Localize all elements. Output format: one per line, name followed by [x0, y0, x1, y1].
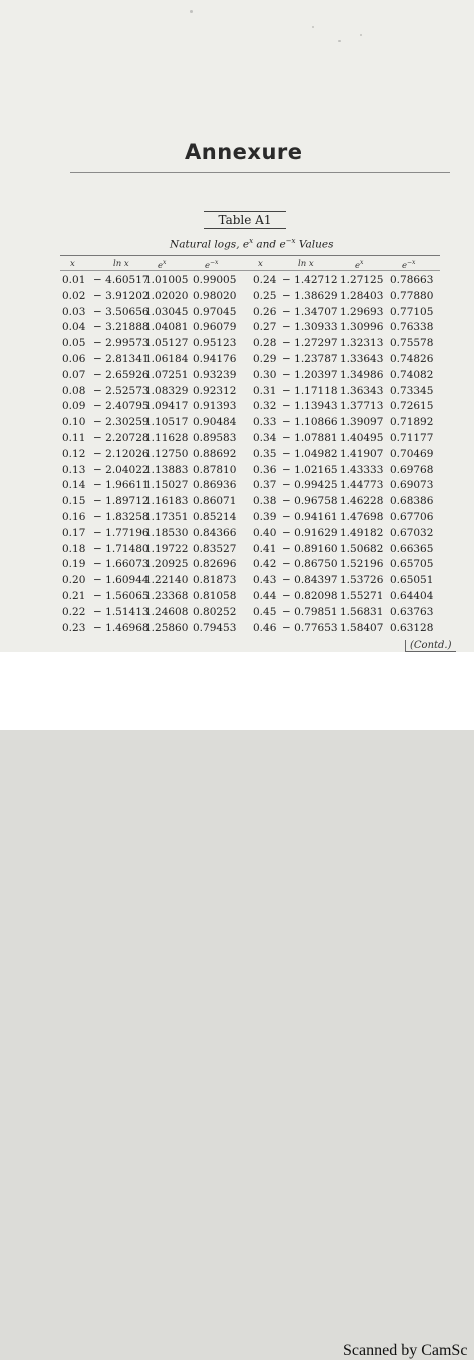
cell-right-e-minus-x: 0.74082: [390, 368, 434, 381]
cell-left-x: 0.16: [62, 511, 86, 523]
cell-right-x: 0.42: [253, 558, 277, 571]
cell-right-e-x: 1.50682: [340, 542, 384, 555]
cell-right-e-minus-x: 0.67032: [390, 526, 434, 539]
cell-left-ln-x: − 2.20728: [93, 432, 149, 444]
cell-left-e-x: 1.13883: [145, 463, 189, 476]
cell-right-x: 0.31: [253, 384, 277, 397]
cell-left-e-x: 1.01005: [145, 274, 189, 286]
cell-left-e-minus-x: 0.80252: [193, 605, 237, 618]
cell-left-e-x: 1.17351: [145, 511, 189, 523]
cell-left-e-minus-x: 0.94176: [193, 353, 237, 365]
cell-right-e-x: 1.47698: [340, 511, 384, 523]
cell-left-ln-x: − 2.65926: [93, 368, 149, 381]
cell-right-ln-x: − 1.10866: [282, 416, 338, 429]
cell-left-ln-x: − 1.56065: [93, 590, 149, 602]
scan-speck: [360, 34, 362, 36]
cell-right-e-minus-x: 0.72615: [390, 400, 434, 413]
cell-left-e-minus-x: 0.82696: [193, 558, 237, 571]
cell-left-e-x: 1.23368: [145, 590, 189, 602]
cell-right-x: 0.32: [253, 400, 277, 413]
cell-left-e-x: 1.24608: [145, 605, 189, 618]
cell-right-e-minus-x: 0.70469: [390, 447, 434, 460]
cell-right-e-minus-x: 0.63128: [390, 621, 434, 634]
cell-right-ln-x: − 0.79851: [282, 605, 338, 618]
cell-left-e-minus-x: 0.87810: [193, 463, 237, 476]
page-heading: Annexure: [185, 140, 303, 164]
cell-left-e-minus-x: 0.85214: [193, 511, 237, 523]
cell-left-x: 0.12: [62, 447, 86, 460]
caption-e2: e: [279, 238, 286, 251]
col-head-lnx-right: ln x: [298, 259, 314, 269]
cell-right-ln-x: − 1.13943: [282, 400, 338, 413]
cell-right-x: 0.35: [253, 447, 277, 460]
cell-left-ln-x: − 2.99573: [93, 337, 149, 350]
cell-left-x: 0.01: [62, 274, 86, 286]
cell-right-x: 0.41: [253, 542, 277, 555]
cell-right-x: 0.38: [253, 495, 277, 508]
cell-right-ln-x: − 1.30933: [282, 321, 338, 334]
cell-left-e-x: 1.11628: [145, 432, 189, 444]
cell-left-e-minus-x: 0.97045: [193, 305, 237, 318]
table-caption: [170, 237, 333, 251]
cell-left-e-minus-x: 0.79453: [193, 621, 237, 634]
cell-left-x: 0.06: [62, 353, 86, 365]
cell-right-e-x: 1.28403: [340, 289, 384, 302]
col-head-emx-left-base: e: [205, 260, 211, 271]
caption-mid: and: [253, 238, 280, 251]
cell-right-e-x: 1.33643: [340, 353, 384, 365]
cell-left-ln-x: − 2.81341: [93, 353, 149, 365]
cell-left-e-x: 1.06184: [145, 353, 189, 365]
cell-right-x: 0.33: [253, 416, 277, 429]
cell-right-e-minus-x: 0.68386: [390, 495, 434, 508]
cell-right-ln-x: − 0.94161: [282, 511, 338, 523]
cell-right-e-x: 1.27125: [340, 274, 384, 286]
cell-left-e-minus-x: 0.81058: [193, 590, 237, 602]
cell-left-x: 0.14: [62, 479, 86, 492]
cell-right-ln-x: − 1.27297: [282, 337, 338, 350]
col-head-emx-left-sup: −x: [210, 259, 219, 266]
cell-right-e-x: 1.39097: [340, 416, 384, 429]
cell-right-e-minus-x: 0.65051: [390, 574, 434, 587]
cell-left-ln-x: − 3.21888: [93, 321, 149, 334]
cell-left-ln-x: − 1.46968: [93, 621, 149, 634]
cell-right-ln-x: − 1.07881: [282, 432, 338, 444]
cell-right-e-x: 1.53726: [340, 574, 384, 587]
cell-left-ln-x: − 2.12026: [93, 447, 149, 460]
cell-right-e-x: 1.58407: [340, 621, 384, 634]
cell-right-x: 0.40: [253, 526, 277, 539]
cell-right-x: 0.30: [253, 368, 277, 381]
col-head-ex-right-base: e: [355, 260, 361, 271]
cell-right-ln-x: − 0.84397: [282, 574, 338, 587]
cell-left-e-x: 1.20925: [145, 558, 189, 571]
cell-right-e-minus-x: 0.69768: [390, 463, 434, 476]
cell-right-e-minus-x: 0.74826: [390, 353, 434, 365]
cell-right-x: 0.39: [253, 511, 277, 523]
cell-left-e-minus-x: 0.92312: [193, 384, 237, 397]
cell-right-ln-x: − 1.17118: [282, 384, 338, 397]
cell-right-ln-x: − 1.42712: [282, 274, 338, 286]
cell-right-e-x: 1.36343: [340, 384, 384, 397]
cell-left-x: 0.07: [62, 368, 86, 381]
cell-left-e-x: 1.22140: [145, 574, 189, 587]
cell-right-x: 0.44: [253, 590, 277, 602]
cell-right-e-x: 1.46228: [340, 495, 384, 508]
cell-left-e-x: 1.18530: [145, 526, 189, 539]
scanner-watermark: Scanned by CamSc: [343, 1342, 468, 1359]
cell-left-x: 0.04: [62, 321, 86, 334]
cell-right-ln-x: − 0.89160: [282, 542, 338, 555]
col-head-x-left: x: [70, 259, 75, 269]
cell-left-e-x: 1.25860: [145, 621, 189, 634]
table-label: Table A1: [204, 211, 286, 229]
cell-left-x: 0.15: [62, 495, 86, 508]
cell-left-ln-x: − 1.89712: [93, 495, 149, 508]
cell-left-e-x: 1.16183: [145, 495, 189, 508]
cell-left-ln-x: − 3.50656: [93, 305, 149, 318]
cell-left-ln-x: − 1.71480: [93, 542, 149, 555]
cell-right-e-x: 1.52196: [340, 558, 384, 571]
col-head-lnx-left: ln x: [113, 259, 129, 269]
col-head-ex-left: [158, 259, 166, 271]
col-head-ex-right-sup: x: [360, 259, 364, 266]
cell-left-ln-x: − 1.77196: [93, 526, 149, 539]
cell-right-x: 0.37: [253, 479, 277, 492]
cell-right-e-minus-x: 0.71892: [390, 416, 434, 429]
cell-left-ln-x: − 2.40795: [93, 400, 149, 413]
cell-right-e-minus-x: 0.77105: [390, 305, 434, 318]
header-rule-top: [60, 255, 440, 256]
cell-right-x: 0.34: [253, 432, 277, 444]
cell-right-e-minus-x: 0.73345: [390, 384, 434, 397]
scan-speck: [338, 40, 341, 42]
cell-right-e-x: 1.43333: [340, 463, 384, 476]
cell-right-ln-x: − 0.99425: [282, 479, 338, 492]
cell-left-e-minus-x: 0.81873: [193, 574, 237, 587]
cell-left-e-minus-x: 0.84366: [193, 526, 237, 539]
col-head-emx-left: [205, 259, 218, 271]
continued-note: (Contd.): [405, 640, 456, 652]
cell-right-e-minus-x: 0.76338: [390, 321, 434, 334]
cell-left-e-x: 1.03045: [145, 305, 189, 318]
cell-left-x: 0.13: [62, 463, 86, 476]
cell-left-x: 0.17: [62, 526, 86, 539]
cell-right-e-x: 1.49182: [340, 526, 384, 539]
cell-right-ln-x: − 1.04982: [282, 447, 338, 460]
cell-left-e-minus-x: 0.95123: [193, 337, 237, 350]
col-head-emx-right-sup: −x: [407, 259, 416, 266]
cell-right-ln-x: − 0.86750: [282, 558, 338, 571]
col-head-emx-right: [402, 259, 415, 271]
scan-speck: [190, 10, 193, 13]
cell-left-e-x: 1.19722: [145, 542, 189, 555]
cell-left-x: 0.05: [62, 337, 86, 350]
cell-right-x: 0.46: [253, 621, 277, 634]
cell-right-e-minus-x: 0.71177: [390, 432, 434, 444]
cell-right-e-x: 1.32313: [340, 337, 384, 350]
cell-left-e-minus-x: 0.83527: [193, 542, 237, 555]
cell-left-e-x: 1.12750: [145, 447, 189, 460]
cell-right-e-x: 1.34986: [340, 368, 384, 381]
col-head-ex-left-sup: x: [163, 259, 167, 266]
cell-left-x: 0.02: [62, 289, 86, 302]
cell-left-e-minus-x: 0.86071: [193, 495, 237, 508]
cell-left-x: 0.20: [62, 574, 86, 587]
cell-right-e-minus-x: 0.66365: [390, 542, 434, 555]
cell-right-x: 0.36: [253, 463, 277, 476]
caption-e2-sup: −x: [285, 237, 296, 245]
caption-e1-sup: x: [249, 237, 254, 245]
caption-post: Values: [295, 238, 334, 251]
cell-right-e-minus-x: 0.64404: [390, 590, 434, 602]
cell-right-e-x: 1.55271: [340, 590, 384, 602]
cell-right-ln-x: − 0.82098: [282, 590, 338, 602]
cell-left-e-minus-x: 0.99005: [193, 274, 237, 286]
cell-left-e-minus-x: 0.96079: [193, 321, 237, 334]
heading-rule: [70, 172, 450, 173]
cell-right-ln-x: − 1.34707: [282, 305, 338, 318]
cell-right-x: 0.43: [253, 574, 277, 587]
cell-left-ln-x: − 1.83258: [93, 511, 149, 523]
cell-right-e-minus-x: 0.77880: [390, 289, 434, 302]
cell-right-e-x: 1.40495: [340, 432, 384, 444]
cell-left-ln-x: − 2.04022: [93, 463, 149, 476]
cell-left-e-minus-x: 0.86936: [193, 479, 237, 492]
cell-left-x: 0.08: [62, 384, 86, 397]
cell-left-e-minus-x: 0.91393: [193, 400, 237, 413]
cell-left-ln-x: − 4.60517: [93, 274, 149, 286]
cell-right-e-x: 1.41907: [340, 447, 384, 460]
cell-right-e-minus-x: 0.78663: [390, 274, 434, 286]
cell-right-e-x: 1.37713: [340, 400, 384, 413]
cell-left-ln-x: − 1.66073: [93, 558, 149, 571]
cell-left-x: 0.11: [62, 432, 86, 444]
cell-left-x: 0.23: [62, 621, 86, 634]
cell-right-ln-x: − 1.02165: [282, 463, 338, 476]
cell-left-ln-x: − 3.91202: [93, 289, 149, 302]
cell-right-x: 0.28: [253, 337, 277, 350]
cell-left-x: 0.22: [62, 605, 86, 618]
cell-left-e-x: 1.09417: [145, 400, 189, 413]
col-head-ex-left-base: e: [158, 260, 164, 271]
cell-left-x: 0.19: [62, 558, 86, 571]
cell-left-e-minus-x: 0.98020: [193, 289, 237, 302]
cell-right-x: 0.29: [253, 353, 277, 365]
cell-right-x: 0.26: [253, 305, 277, 318]
header-rule-bottom: [60, 270, 440, 271]
cell-left-e-x: 1.10517: [145, 416, 189, 429]
cell-right-x: 0.27: [253, 321, 277, 334]
col-head-ex-right: [355, 259, 363, 271]
cell-left-ln-x: − 1.60944: [93, 574, 149, 587]
caption-e1: e: [242, 238, 250, 251]
cell-right-e-x: 1.30996: [340, 321, 384, 334]
cell-left-e-minus-x: 0.89583: [193, 432, 237, 444]
cell-left-x: 0.18: [62, 542, 86, 555]
cell-left-e-minus-x: 0.90484: [193, 416, 237, 429]
cell-left-x: 0.10: [62, 416, 86, 429]
scanner-footer: [0, 652, 474, 1359]
cell-left-x: 0.09: [62, 400, 86, 413]
caption-pre: Natural logs,: [170, 238, 243, 251]
cell-left-ln-x: − 1.96611: [93, 479, 149, 492]
cell-right-x: 0.25: [253, 289, 277, 302]
cell-left-ln-x: − 1.51413: [93, 605, 149, 618]
cell-right-ln-x: − 1.23787: [282, 353, 338, 365]
cell-right-ln-x: − 0.96758: [282, 495, 338, 508]
cell-left-x: 0.03: [62, 305, 86, 318]
cell-right-ln-x: − 1.20397: [282, 368, 338, 381]
cell-right-e-minus-x: 0.63763: [390, 605, 434, 618]
cell-right-e-x: 1.44773: [340, 479, 384, 492]
cell-right-e-minus-x: 0.67706: [390, 511, 434, 523]
cell-left-ln-x: − 2.52573: [93, 384, 149, 397]
cell-left-e-minus-x: 0.93239: [193, 368, 237, 381]
cell-right-ln-x: − 0.91629: [282, 526, 338, 539]
cell-right-ln-x: − 0.77653: [282, 621, 338, 634]
cell-left-e-x: 1.04081: [145, 321, 189, 334]
cell-left-x: 0.21: [62, 590, 86, 602]
cell-right-e-minus-x: 0.69073: [390, 479, 434, 492]
cell-right-ln-x: − 1.38629: [282, 289, 338, 302]
cell-left-e-x: 1.02020: [145, 289, 189, 302]
scanned-page: [0, 0, 474, 652]
cell-right-x: 0.24: [253, 274, 277, 286]
col-head-emx-right-base: e: [402, 260, 408, 271]
cell-right-e-minus-x: 0.65705: [390, 558, 434, 571]
scan-speck: [312, 26, 314, 28]
cell-right-e-minus-x: 0.75578: [390, 337, 434, 350]
cell-left-e-x: 1.05127: [145, 337, 189, 350]
cell-right-x: 0.45: [253, 605, 277, 618]
cell-left-e-x: 1.07251: [145, 368, 189, 381]
cell-right-e-x: 1.29693: [340, 305, 384, 318]
col-head-x-right: x: [258, 259, 263, 269]
cell-left-ln-x: − 2.30259: [93, 416, 149, 429]
cell-right-e-x: 1.56831: [340, 605, 384, 618]
cell-left-e-x: 1.15027: [145, 479, 189, 492]
cell-left-e-minus-x: 0.88692: [193, 447, 237, 460]
cell-left-e-x: 1.08329: [145, 384, 189, 397]
